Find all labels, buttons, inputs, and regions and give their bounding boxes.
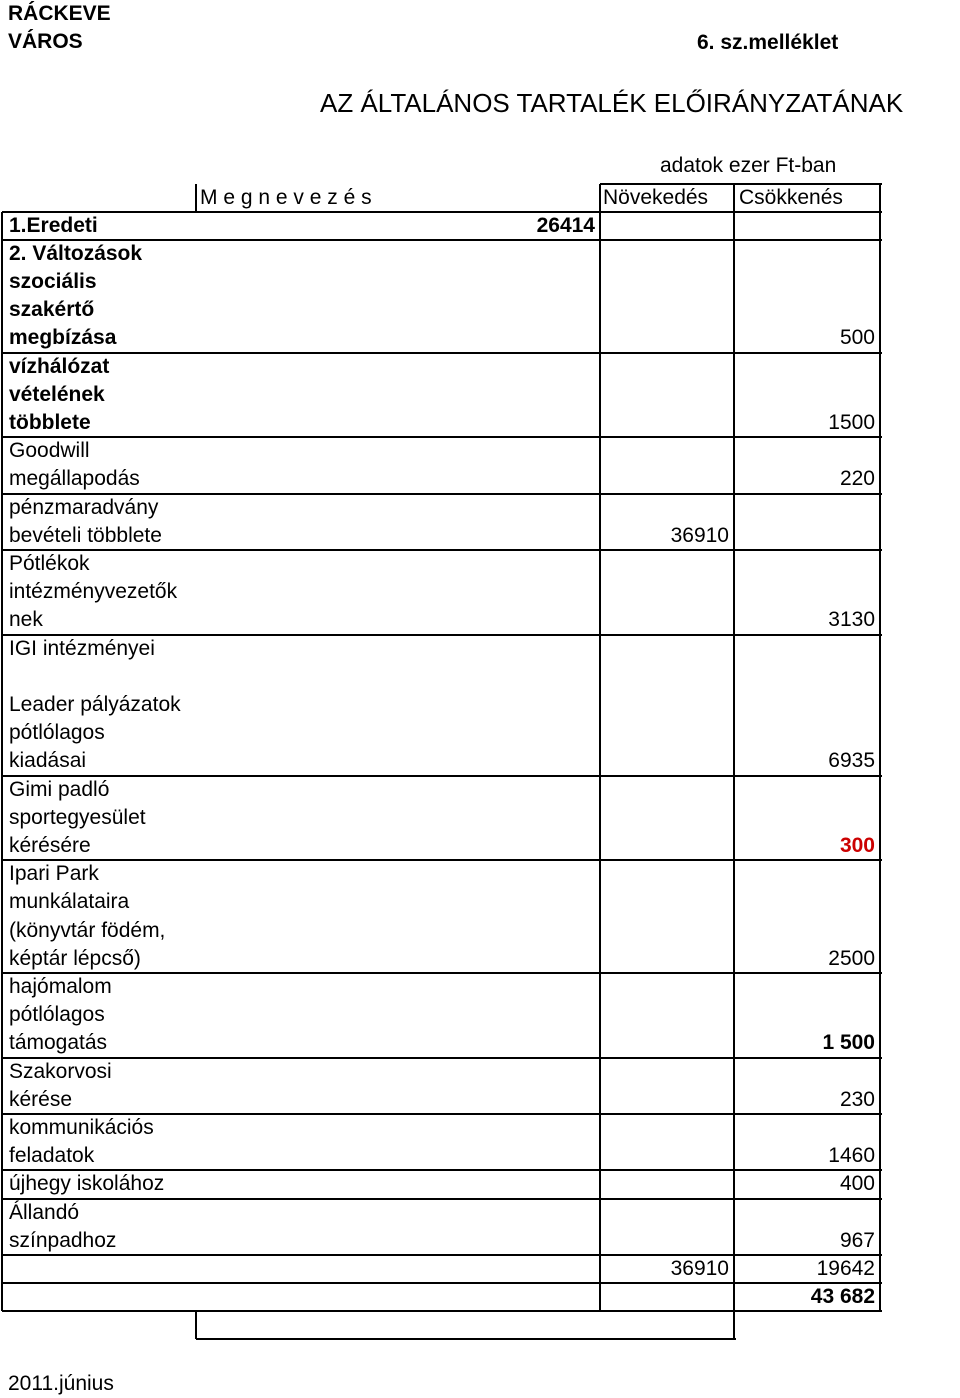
page-title: AZ ÁLTALÁNOS TARTALÉK ELŐIRÁNYZATÁNAK	[320, 88, 904, 118]
item-label: Gimi padló	[9, 777, 110, 801]
grid-line-h	[2, 239, 882, 241]
item-label: képtár lépcső)	[9, 946, 141, 970]
item-decrease: 300	[839, 834, 875, 857]
item-label: hajómalom	[9, 975, 112, 998]
grid-line-h	[2, 352, 882, 354]
item-decrease: 500	[839, 326, 875, 350]
item-label: kiadásai	[9, 749, 87, 773]
grid-line-h	[196, 1338, 736, 1340]
grid-line-h	[2, 436, 882, 438]
grid-line-h	[2, 1057, 882, 1059]
grid-line-h	[2, 493, 882, 495]
col-header-decrease: Csökkenés	[739, 186, 843, 209]
item-label: bevételi többlete	[9, 523, 162, 547]
grid-line-h	[600, 183, 882, 185]
item-label: megállapodás	[9, 467, 140, 491]
item-label: újhegy iskolához	[9, 1172, 165, 1196]
total-increase: 36910	[670, 1257, 729, 1280]
item-label: színpadhoz	[9, 1228, 117, 1252]
item-label: nek	[9, 608, 43, 632]
item-label: feladatok	[9, 1144, 95, 1168]
item-label: pótlólagos	[9, 721, 105, 745]
item-increase: 36910	[670, 523, 729, 547]
col-header-increase: Növekedés	[603, 186, 709, 209]
item-decrease: 400	[839, 1172, 875, 1196]
item-label: Leader pályázatok	[9, 693, 181, 716]
item-label: Goodwill	[9, 439, 90, 463]
item-label: (könyvtár födém,	[9, 918, 166, 942]
item-label: kérésére	[9, 834, 91, 857]
grid-line-v	[1, 212, 3, 1311]
item-label: pénzmaradvány	[9, 495, 159, 519]
item-decrease: 1460	[828, 1144, 875, 1168]
item-decrease: 1500	[828, 411, 875, 434]
item-decrease: 6935	[828, 749, 875, 773]
item-label: munkálataira	[9, 890, 130, 914]
item-label: sportegyesület	[9, 805, 146, 829]
item-label: vételének	[9, 382, 105, 406]
item-decrease: 2500	[828, 946, 875, 970]
grid-line-v	[599, 184, 601, 1311]
item-decrease: 220	[839, 467, 875, 491]
changes-label: 2. Változások	[9, 242, 143, 265]
item-label: kérése	[9, 1087, 73, 1111]
item-label: vízhálózat	[9, 354, 110, 378]
grid-line-h	[2, 1169, 882, 1171]
item-label: IGI intézményei	[9, 636, 155, 660]
grid-line-h	[2, 1282, 882, 1284]
item-label: intézményvezetők	[9, 580, 178, 604]
grid-line-h	[2, 1310, 882, 1312]
grid-line-v	[733, 184, 735, 1339]
item-label: Ipari Park	[9, 862, 99, 886]
total-decrease: 19642	[816, 1257, 875, 1280]
grid-line-h	[2, 1254, 882, 1256]
item-label: Szakorvosi	[9, 1059, 112, 1083]
item-label: szociális	[9, 270, 97, 293]
item-decrease: 3130	[828, 608, 875, 632]
grid-line-h	[2, 859, 882, 861]
original-value: 26414	[536, 214, 595, 237]
item-label: többlete	[9, 411, 91, 434]
original-label: 1.Eredeti	[9, 214, 98, 237]
grid-line-h	[2, 549, 882, 551]
item-label: támogatás	[9, 1031, 108, 1055]
item-label: Állandó	[9, 1200, 80, 1224]
grid-line-h	[2, 972, 882, 974]
footer-date: 2011.június	[8, 1372, 114, 1395]
item-label: szakértő	[9, 298, 95, 322]
item-decrease: 230	[839, 1087, 875, 1111]
grid-line-h	[2, 775, 882, 777]
grid-line-h	[2, 1113, 882, 1115]
annex-label: 6. sz.melléklet	[697, 31, 839, 54]
item-decrease: 1 500	[822, 1031, 875, 1055]
grid-line-h	[2, 634, 882, 636]
item-label: megbízása	[9, 326, 117, 350]
item-label: kommunikációs	[9, 1116, 154, 1139]
item-label: Pótlékok	[9, 552, 90, 575]
grid-line-h	[2, 1198, 882, 1200]
grid-line-v	[195, 184, 197, 212]
col-header-name: M e g n e v e z é s	[200, 186, 372, 209]
grid-line-v	[879, 184, 881, 1311]
city-name-line1: RÁCKEVE	[8, 2, 111, 25]
grand-total: 43 682	[810, 1285, 875, 1308]
item-label: pótlólagos	[9, 1003, 105, 1027]
grid-line-v	[195, 1311, 197, 1339]
unit-note: adatok ezer Ft-ban	[660, 154, 837, 177]
city-name-line2: VÁROS	[8, 30, 83, 53]
grid-line-h	[2, 211, 882, 213]
item-decrease: 967	[839, 1228, 875, 1252]
